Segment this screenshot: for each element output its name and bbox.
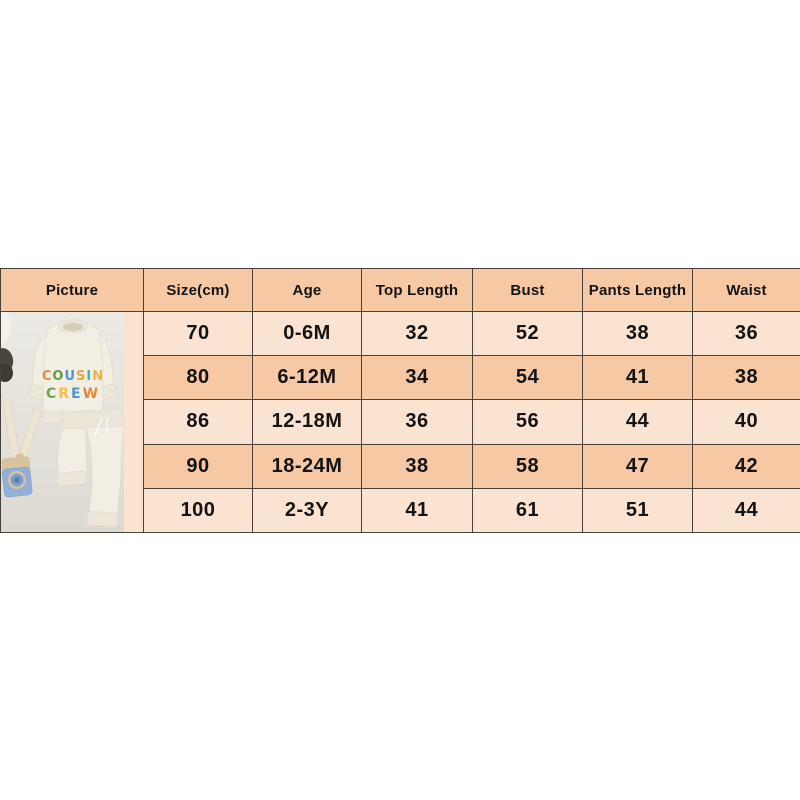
size-chart-table [0,268,800,533]
shirt-text-line2: CREW [45,386,101,402]
cell-age: 2-3Y [253,488,362,532]
cell-waist: 40 [693,400,800,444]
cell-waist: 44 [693,488,800,532]
cell-pants-length: 47 [583,444,693,488]
cell-waist: 36 [693,312,800,356]
cell-size: 80 [144,356,253,400]
product-photo-cell [1,312,144,533]
cell-top-length: 38 [362,444,473,488]
cell-size: 90 [144,444,253,488]
cell-waist: 38 [693,356,800,400]
column-header-waist: Waist [693,269,800,312]
cell-waist: 42 [693,444,800,488]
cell-age: 12-18M [253,400,362,444]
cell-size: 100 [144,488,253,532]
cell-pants-length: 51 [583,488,693,532]
cell-size: 70 [144,312,253,356]
cell-bust: 58 [473,444,583,488]
cell-top-length: 32 [362,312,473,356]
shirt-text [42,369,104,402]
column-header-picture: Picture [1,269,144,312]
cell-age: 6-12M [253,356,362,400]
cell-bust: 61 [473,488,583,532]
cell-age: 18-24M [253,444,362,488]
cell-pants-length: 38 [583,312,693,356]
table-row-size-70 [1,312,800,356]
shirt-text-line1: COUSIN [41,369,105,384]
column-header-pants-length: Pants Length [583,269,693,312]
cell-pants-length: 44 [583,400,693,444]
column-header-size: Size(cm) [144,269,253,312]
cell-top-length: 36 [362,400,473,444]
header-row [1,269,800,312]
cell-size: 86 [144,400,253,444]
column-header-top-length: Top Length [362,269,473,312]
column-header-bust: Bust [473,269,583,312]
cell-bust: 54 [473,356,583,400]
cell-top-length: 41 [362,488,473,532]
cell-age: 0-6M [253,312,362,356]
cell-pants-length: 41 [583,356,693,400]
cell-bust: 56 [473,400,583,444]
cell-top-length: 34 [362,356,473,400]
product-photo [1,312,124,532]
toy-camera-icon [1,453,33,498]
cell-bust: 52 [473,312,583,356]
column-header-age: Age [253,269,362,312]
